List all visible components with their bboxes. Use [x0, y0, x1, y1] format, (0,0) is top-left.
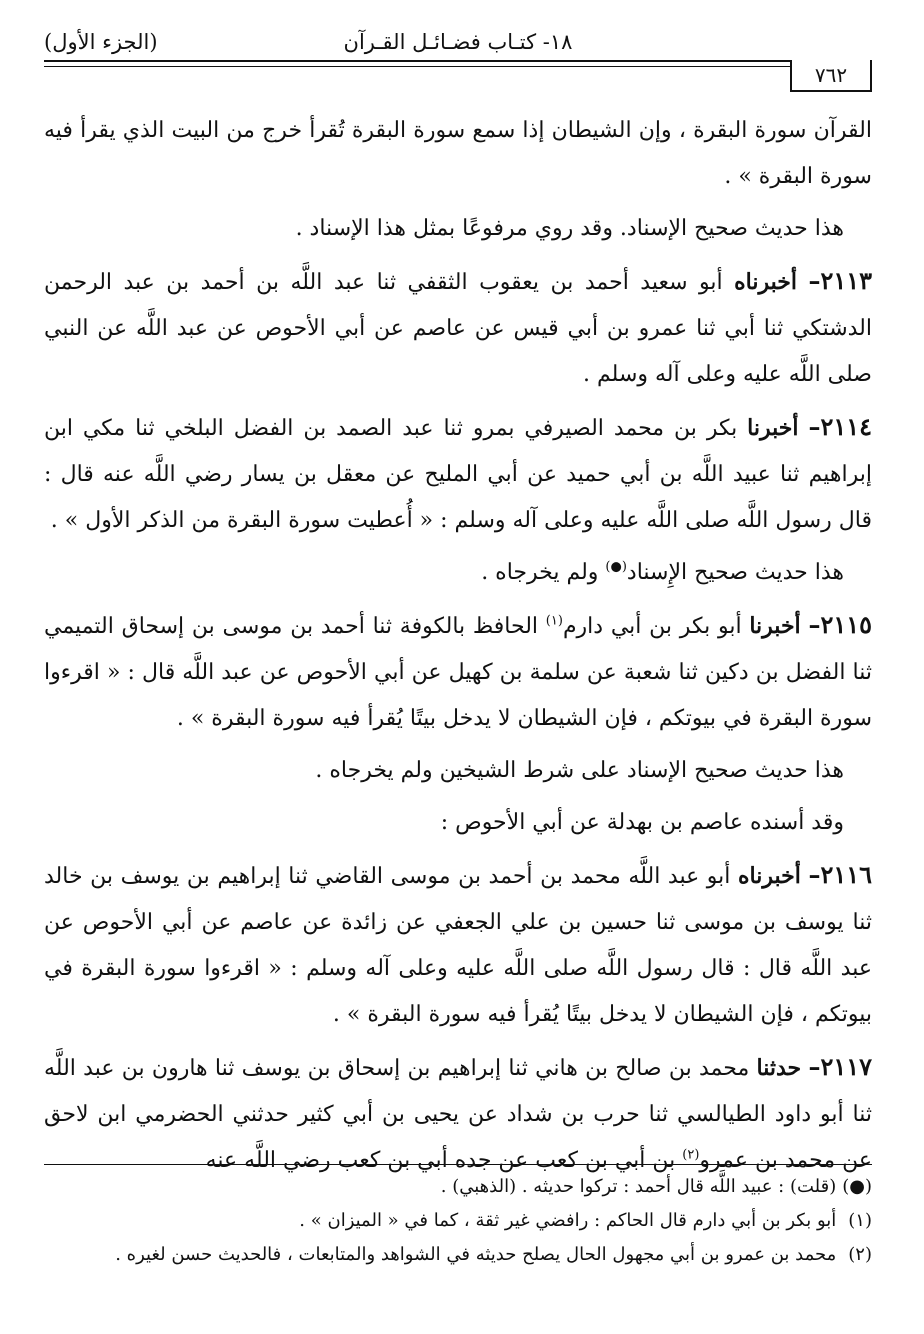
footnote-mark: (١) [848, 1210, 872, 1231]
grading-note [44, 550, 872, 596]
hadith-number: ٢١١٣– [808, 266, 872, 295]
hadith-text: الحافظ بالكوفة ثنا أحمد بن موسى بن إسحاق التميمي ثنا الفضل بن دكين ثنا شعبة عن سلمة بن كهيل عن أبي الأحوص عن عبد اللَّه قال : « اقرءوا سورة البقرة في بيوتكم ، فإن الشيطان لا يدخل بيتًا يُقرأ فيه سورة البقرة » . [44, 614, 872, 731]
footnote-item [44, 1170, 872, 1204]
hadith-text: بكر بن محمد الصيرفي بمرو ثنا عبد الصمد بن الفضل البلخي ثنا مكي ابن إبراهيم ثنا عبيد اللَّه بن أبي حميد عن أبي المليح عن معقل بن يسار رضي اللَّه عنه قال : قال رسول اللَّه صلى اللَّه عليه وعلى آله وسلم : « أُعطيت سورة البقرة من الذكر الأول » . [44, 416, 872, 533]
footnote-text: محمد بن عمرو بن أبي مجهول الحال يصلح حديثه في الشواهد والمتابعات ، فالحديث حسن لغيره . [115, 1244, 837, 1265]
hadith-lead: أخبرنا [749, 613, 801, 639]
hadith-lead: أخبرناه [734, 269, 797, 295]
hadith-text: محمد بن صالح بن هاني ثنا إبراهيم بن إسحاق بن يوسف ثنا هارون بن عبد اللَّه ثنا أبو داود الطيالسي ثنا حرب بن شداد عن يحيى بن أبي كثير حدثني الحضرمي ابن لاحق عن محمد بن عمرو [44, 1056, 872, 1173]
footnote-item [44, 1238, 872, 1272]
grading-note: هذا حديث صحيح الإسناد. وقد روي مرفوعًا بمثل هذا الإسناد . [295, 216, 844, 241]
hadith-2116 [44, 852, 872, 1038]
footnote-marker: (١) [545, 613, 563, 629]
note-text: هذا حديث صحيح الإِسناد [626, 560, 844, 585]
hadith-2115 [44, 602, 872, 742]
footnote-item [44, 1204, 872, 1238]
hadith-text: أبو سعيد أحمد بن يعقوب الثقفي ثنا عبد اللَّه بن أحمد بن عبد الرحمن الدشتكي ثنا أبي ثنا عمرو بن أبي قيس عن عاصم عن أبي الأحوص عن عبد اللَّه عن النبي صلى اللَّه عليه وعلى آله وسلم . [44, 270, 872, 387]
hadith-number: ٢١١٥– [808, 610, 872, 639]
hadith-number: ٢١١٤– [808, 412, 872, 441]
hadith-2113 [44, 258, 872, 398]
book-page [44, 0, 872, 1334]
footnote-text: (قلت) : عبيد اللَّه قال أحمد : تركوا حديثه . (الذهبي) . [440, 1176, 837, 1197]
hadith-text: أبو بكر بن أبي دارم [562, 614, 742, 639]
transition-note: وقد أسنده عاصم بن بهدلة عن أبي الأحوص : [440, 810, 844, 835]
header-rule-thin [44, 66, 872, 67]
paragraph-continuation: القرآن سورة البقرة ، وإن الشيطان إذا سمع سورة البقرة تُقرأ خرج من البيت الذي يقرأ فيه سورة البقرة » . [44, 118, 872, 189]
chapter-title: ١٨- كتـاب فضـائـل القـرآن [343, 30, 573, 54]
main-text [44, 108, 872, 1190]
note-text: ولم يخرجاه . [481, 560, 606, 585]
footnote-text: أبو بكر بن أبي دارم قال الحاكم : رافضي غير ثقة ، كما في « الميزان » . [299, 1210, 837, 1231]
hadith-2117 [44, 1044, 872, 1184]
hadith-lead: حدثنا [756, 1055, 802, 1081]
hadith-text: بن أبي بن كعب عن جده أبي بن كعب رضي اللَّه عنه [205, 1148, 683, 1173]
volume-label: (الجزء الأول) [44, 30, 158, 54]
hadith-text: أبو عبد اللَّه محمد بن أحمد بن موسى القاضي ثنا إبراهيم بن يوسف بن خالد ثنا يوسف بن موسى ثنا حسين بن علي الجعفي عن زائدة عن عاصم عن أبي الأحوص عن عبد اللَّه قال : قال رسول اللَّه صلى اللَّه عليه وعلى آله وسلم : « اقرءوا سورة البقرة في بيوتكم ، فإن الشيطان لا يدخل بيتًا يُقرأ فيه سورة البقرة » . [44, 864, 872, 1027]
footnote-mark: (٢) [848, 1244, 872, 1265]
hadith-lead: أخبرناه [738, 863, 801, 889]
header-rule [44, 60, 872, 62]
footnote-marker: (٢) [682, 1147, 700, 1163]
footnote-marker: (●) [605, 559, 627, 575]
footnotes [44, 1170, 872, 1272]
footnote-rule [44, 1164, 872, 1165]
grading-note: هذا حديث صحيح الإسناد على شرط الشيخين ولم يخرجاه . [315, 758, 844, 783]
hadith-lead: أخبرنا [747, 415, 799, 441]
hadith-number: ٢١١٧– [808, 1052, 872, 1081]
footnote-mark: (●) [842, 1176, 872, 1197]
hadith-2114 [44, 404, 872, 544]
page-number: ٧٦٢ [790, 60, 872, 92]
running-header [44, 30, 872, 58]
hadith-number: ٢١١٦– [808, 860, 872, 889]
